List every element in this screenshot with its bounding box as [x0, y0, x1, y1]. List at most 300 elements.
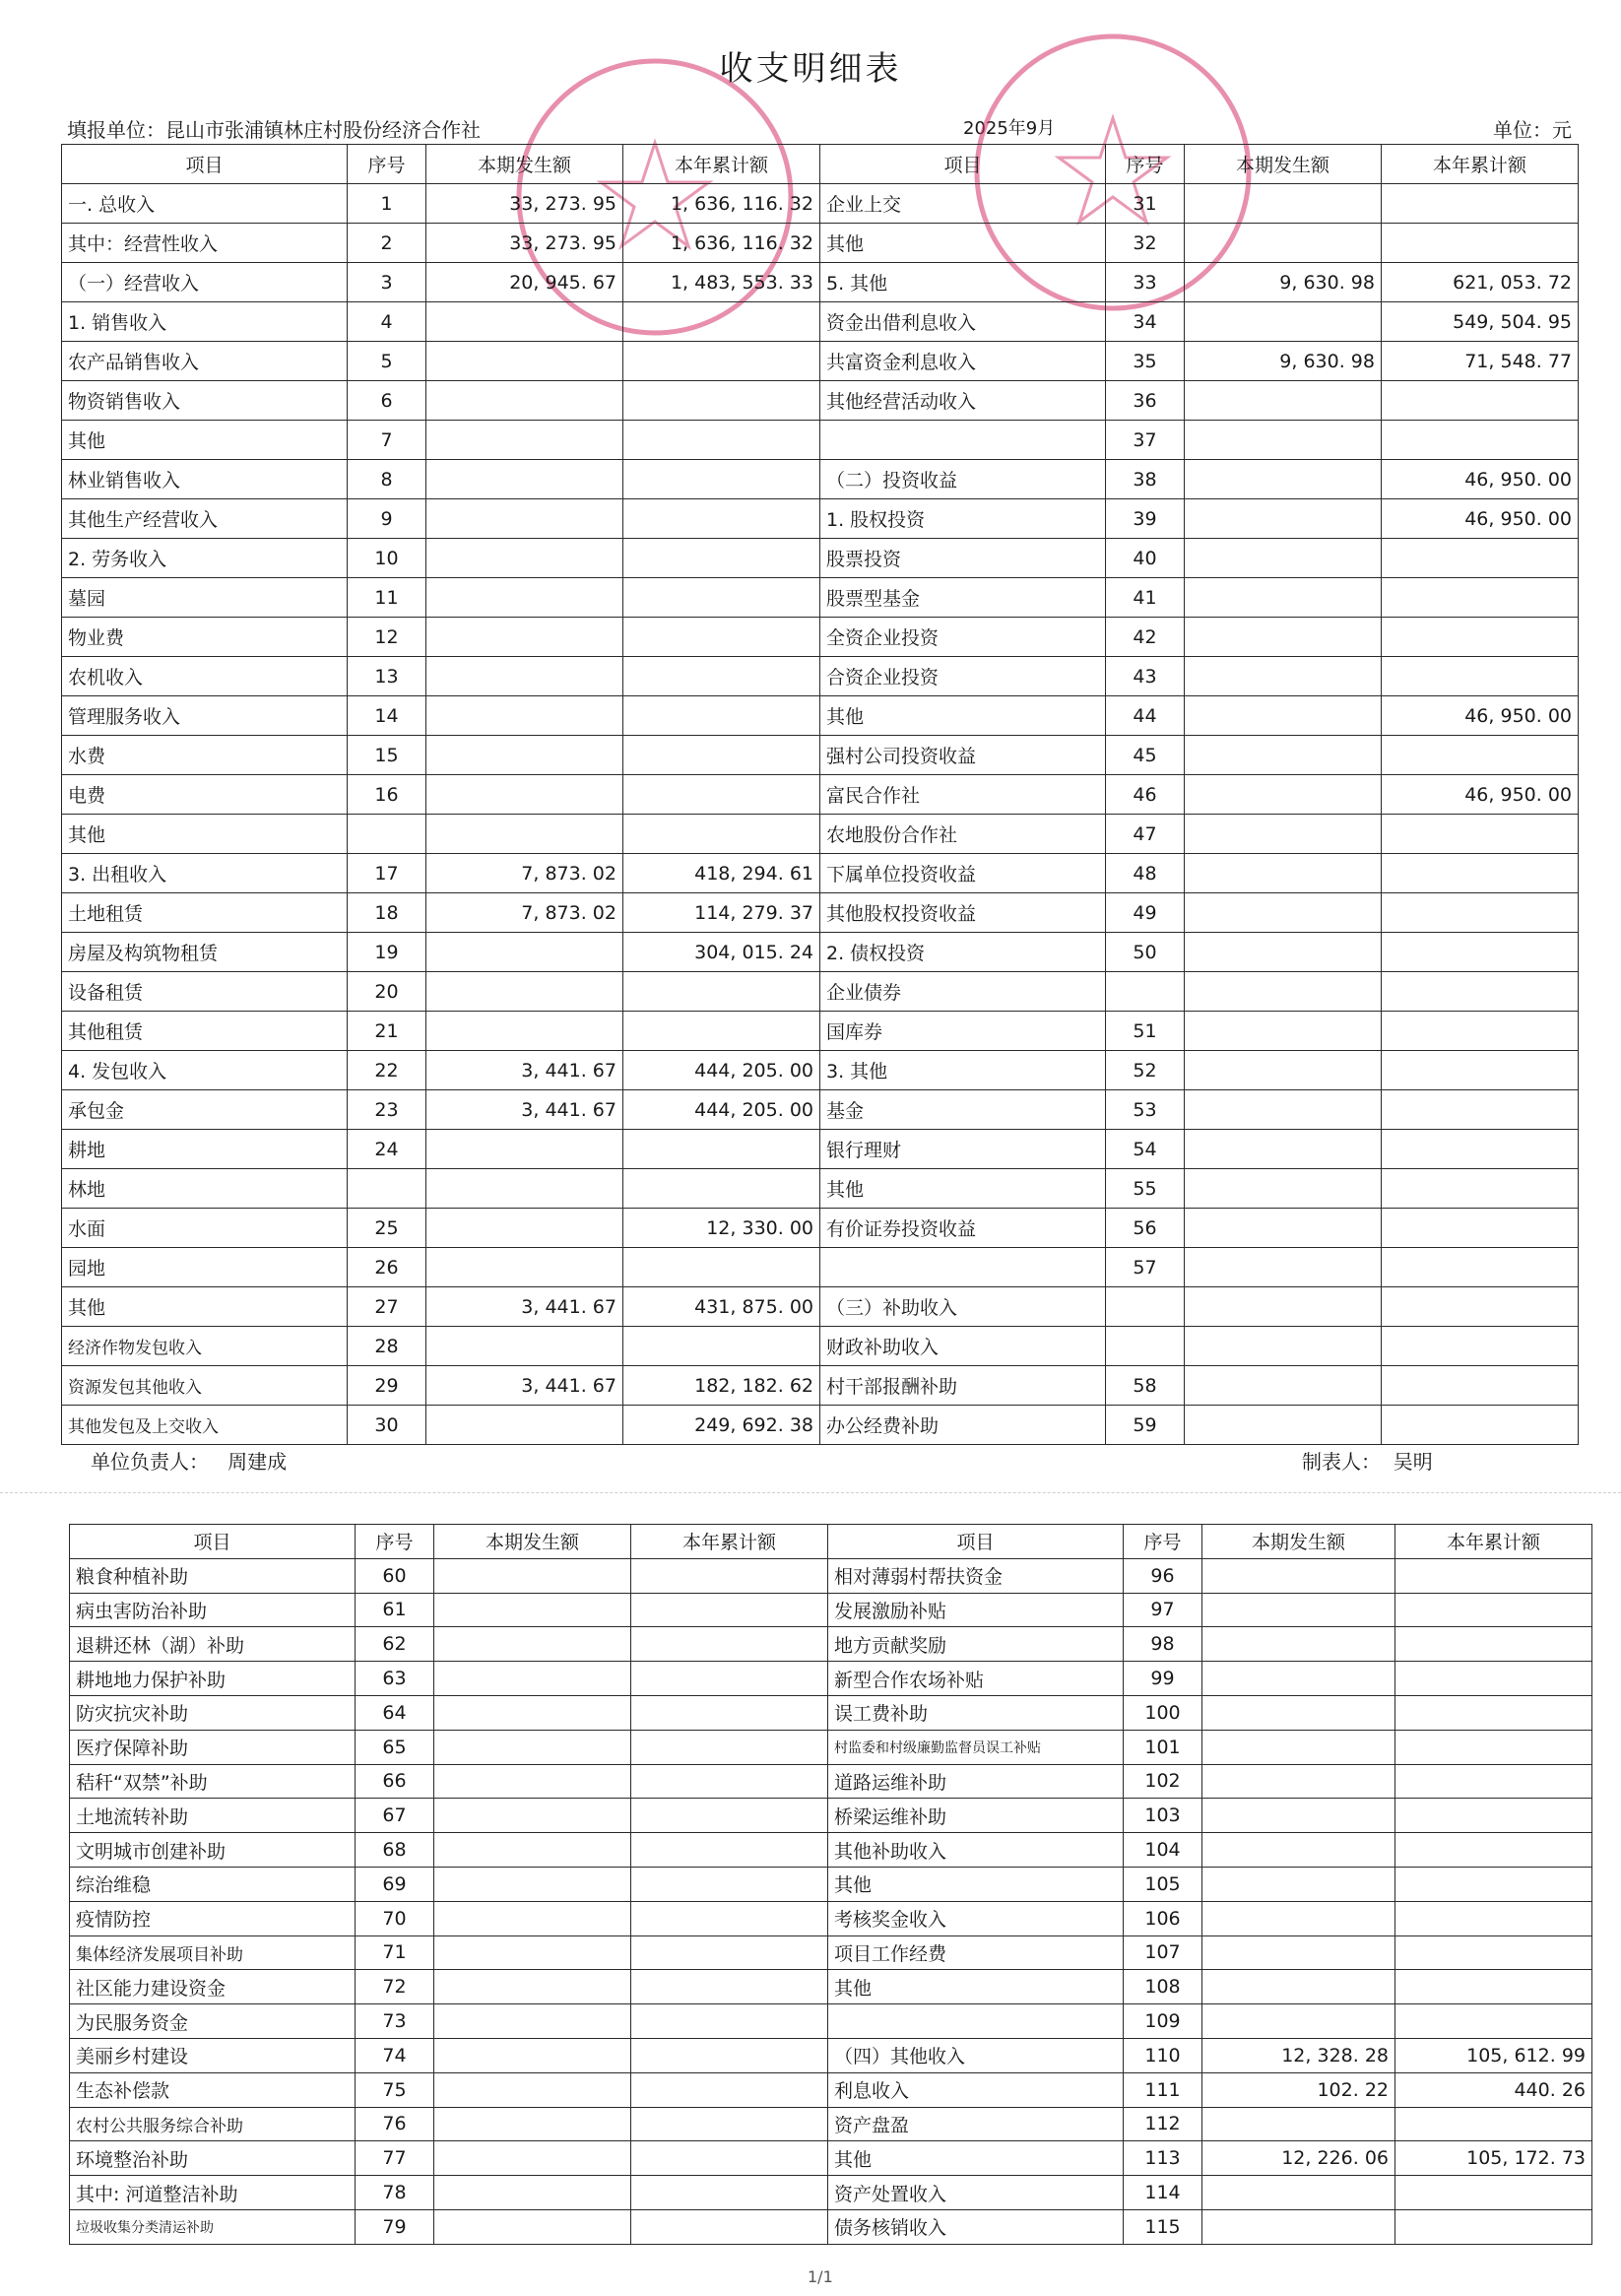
item-label: 医疗保障补助: [70, 1730, 356, 1764]
item-label: 其他: [820, 696, 1106, 736]
current-period-amount: [1185, 1287, 1382, 1327]
year-to-date-amount: [631, 1799, 828, 1833]
item-label: 3. 出租收入: [62, 854, 348, 893]
column-header: 项目: [828, 1525, 1124, 1559]
current-period-amount: [426, 1327, 623, 1366]
sequence-number: 50: [1106, 933, 1185, 972]
item-label: 股票投资: [820, 539, 1106, 578]
item-label: 集体经济发展项目补助: [70, 1935, 356, 1970]
table-row: [70, 1695, 1592, 1730]
sequence-number: 5: [348, 342, 426, 381]
sequence-number: 105: [1124, 1867, 1202, 1901]
item-label: 共富资金利息收入: [820, 342, 1106, 381]
table-row: [62, 1248, 1579, 1287]
current-period-amount: [434, 2038, 631, 2072]
sequence-number: 34: [1106, 302, 1185, 342]
table-row: [62, 696, 1579, 736]
sequence-number: 109: [1124, 2004, 1202, 2039]
table-row: [62, 775, 1579, 815]
year-to-date-amount: [1382, 657, 1579, 696]
table-row: [62, 1012, 1579, 1051]
table-row: [62, 184, 1579, 224]
current-period-amount: [434, 1593, 631, 1627]
current-period-amount: 7, 873. 02: [426, 893, 623, 933]
current-period-amount: [426, 381, 623, 421]
current-period-amount: [1202, 1901, 1395, 1935]
year-to-date-amount: [623, 342, 820, 381]
item-label: 财政补助收入: [820, 1327, 1106, 1366]
item-label: 其他补助收入: [828, 1833, 1124, 1868]
item-label: 农机收入: [62, 657, 348, 696]
item-label: 企业上交: [820, 184, 1106, 224]
sequence-number: 15: [348, 736, 426, 775]
item-label: 1. 销售收入: [62, 302, 348, 342]
current-period-amount: [1185, 854, 1382, 893]
current-period-amount: [1185, 381, 1382, 421]
current-period-amount: [1185, 302, 1382, 342]
reporting-unit: 填报单位：昆山市张浦镇林庄村股份经济合作社: [67, 118, 481, 142]
current-period-amount: [1202, 1970, 1395, 2004]
current-period-amount: [434, 2141, 631, 2176]
sequence-number: 60: [356, 1558, 434, 1593]
sequence-number: 48: [1106, 854, 1185, 893]
column-header: 序号: [356, 1525, 434, 1559]
sequence-number: 7: [348, 421, 426, 460]
item-label: 其他租赁: [62, 1012, 348, 1051]
item-label: 国库券: [820, 1012, 1106, 1051]
year-to-date-amount: [623, 736, 820, 775]
sequence-number: 49: [1106, 893, 1185, 933]
report-period: 2025年9月: [963, 118, 1056, 139]
table-row: [70, 1970, 1592, 2004]
sequence-number: 26: [348, 1248, 426, 1287]
table-row: [62, 736, 1579, 775]
sequence-number: 47: [1106, 815, 1185, 854]
current-period-amount: [426, 342, 623, 381]
item-label: 企业债券: [820, 972, 1106, 1012]
item-label: 地方贡献奖励: [828, 1627, 1124, 1662]
sequence-number: 104: [1124, 1833, 1202, 1868]
sequence-number: [348, 1169, 426, 1209]
item-label: 水费: [62, 736, 348, 775]
sequence-number: 59: [1106, 1406, 1185, 1445]
current-period-amount: [1185, 1366, 1382, 1406]
column-header: 项目: [70, 1525, 356, 1559]
current-period-amount: [434, 1662, 631, 1696]
table-row: [62, 539, 1579, 578]
current-period-amount: [426, 933, 623, 972]
sequence-number: 77: [356, 2141, 434, 2176]
column-header: 序号: [348, 145, 426, 184]
current-period-amount: [1185, 1209, 1382, 1248]
item-label: 3. 其他: [820, 1051, 1106, 1090]
year-to-date-amount: [1382, 736, 1579, 775]
current-period-amount: [434, 2176, 631, 2210]
sequence-number: 28: [348, 1327, 426, 1366]
year-to-date-amount: 621, 053. 72: [1382, 263, 1579, 302]
item-label: 发展激励补贴: [828, 1593, 1124, 1627]
sequence-number: 37: [1106, 421, 1185, 460]
year-to-date-amount: [1395, 1730, 1592, 1764]
item-label: 水面: [62, 1209, 348, 1248]
item-label: 其他: [62, 815, 348, 854]
year-to-date-amount: [1395, 1935, 1592, 1970]
current-period-amount: [426, 736, 623, 775]
sequence-number: 107: [1124, 1935, 1202, 1970]
year-to-date-amount: [1382, 381, 1579, 421]
table-row: [62, 1366, 1579, 1406]
current-period-amount: [426, 696, 623, 736]
sequence-number: [348, 815, 426, 854]
item-label: 资产盘盈: [828, 2107, 1124, 2141]
current-period-amount: [434, 1970, 631, 2004]
sequence-number: 75: [356, 2072, 434, 2107]
sequence-number: 3: [348, 263, 426, 302]
table-row: [62, 499, 1579, 539]
table-row: [70, 1730, 1592, 1764]
current-period-amount: [1202, 1593, 1395, 1627]
item-label: 其他发包及上交收入: [62, 1406, 348, 1445]
current-period-amount: 33, 273. 95: [426, 224, 623, 263]
sequence-number: 66: [356, 1764, 434, 1799]
current-period-amount: [434, 1764, 631, 1799]
year-to-date-amount: [1395, 2209, 1592, 2244]
current-period-amount: [1185, 775, 1382, 815]
sequence-number: 61: [356, 1593, 434, 1627]
sequence-number: 67: [356, 1799, 434, 1833]
year-to-date-amount: [631, 1627, 828, 1662]
item-label: [820, 421, 1106, 460]
sequence-number: 115: [1124, 2209, 1202, 2244]
item-label: 农产品销售收入: [62, 342, 348, 381]
year-to-date-amount: [1395, 1627, 1592, 1662]
item-label: 病虫害防治补助: [70, 1593, 356, 1627]
year-to-date-amount: [631, 1764, 828, 1799]
item-label: 其他: [62, 1287, 348, 1327]
sequence-number: 30: [348, 1406, 426, 1445]
table-row: [62, 302, 1579, 342]
item-label: 耕地: [62, 1130, 348, 1169]
item-label: 合资企业投资: [820, 657, 1106, 696]
table-row: [62, 1090, 1579, 1130]
current-period-amount: [1185, 1090, 1382, 1130]
sequence-number: 63: [356, 1662, 434, 1696]
current-period-amount: [1185, 224, 1382, 263]
current-period-amount: [434, 1935, 631, 1970]
item-label: 林地: [62, 1169, 348, 1209]
table-row: [62, 224, 1579, 263]
sequence-number: 9: [348, 499, 426, 539]
year-to-date-amount: [623, 972, 820, 1012]
current-period-amount: [426, 1012, 623, 1051]
year-to-date-amount: [1395, 1558, 1592, 1593]
sequence-number: [1106, 1287, 1185, 1327]
sequence-number: 97: [1124, 1593, 1202, 1627]
column-header: 本期发生额: [1202, 1525, 1395, 1559]
column-header: 本年累计额: [623, 145, 820, 184]
sequence-number: 19: [348, 933, 426, 972]
table-row: [62, 263, 1579, 302]
page-divider: [0, 1492, 1621, 1493]
table-row: [70, 1901, 1592, 1935]
sequence-number: 96: [1124, 1558, 1202, 1593]
current-period-amount: [1185, 1169, 1382, 1209]
sequence-number: 70: [356, 1901, 434, 1935]
sequence-number: 98: [1124, 1627, 1202, 1662]
sequence-number: 42: [1106, 618, 1185, 657]
current-period-amount: [1202, 2107, 1395, 2141]
table-row: [62, 1130, 1579, 1169]
year-to-date-amount: [1382, 184, 1579, 224]
item-label: 2. 债权投资: [820, 933, 1106, 972]
sequence-number: 23: [348, 1090, 426, 1130]
current-period-amount: [1185, 1012, 1382, 1051]
year-to-date-amount: 46, 950. 00: [1382, 499, 1579, 539]
item-label: 项目工作经费: [828, 1935, 1124, 1970]
page-number: 1/1: [808, 2267, 833, 2286]
year-to-date-amount: [631, 2072, 828, 2107]
item-label: 承包金: [62, 1090, 348, 1130]
sequence-number: 36: [1106, 381, 1185, 421]
table-row: [62, 893, 1579, 933]
item-label: 利息收入: [828, 2072, 1124, 2107]
year-to-date-amount: 249, 692. 38: [623, 1406, 820, 1445]
item-label: （一）经营收入: [62, 263, 348, 302]
year-to-date-amount: [623, 499, 820, 539]
year-to-date-amount: 182, 182. 62: [623, 1366, 820, 1406]
sequence-number: 76: [356, 2107, 434, 2141]
table-row: [62, 618, 1579, 657]
current-period-amount: 9, 630. 98: [1185, 342, 1382, 381]
sequence-number: 40: [1106, 539, 1185, 578]
sequence-number: 103: [1124, 1799, 1202, 1833]
item-label: 强村公司投资收益: [820, 736, 1106, 775]
item-label: 桥梁运维补助: [828, 1799, 1124, 1833]
sequence-number: 62: [356, 1627, 434, 1662]
column-header: 序号: [1106, 145, 1185, 184]
item-label: 下属单位投资收益: [820, 854, 1106, 893]
year-to-date-amount: 46, 950. 00: [1382, 696, 1579, 736]
item-label: 为民服务资金: [70, 2004, 356, 2039]
year-to-date-amount: [631, 1730, 828, 1764]
current-period-amount: [1185, 696, 1382, 736]
year-to-date-amount: [623, 539, 820, 578]
year-to-date-amount: [1395, 1799, 1592, 1833]
item-label: 文明城市创建补助: [70, 1833, 356, 1868]
sequence-number: 53: [1106, 1090, 1185, 1130]
current-period-amount: 3, 441. 67: [426, 1287, 623, 1327]
current-period-amount: [1202, 1935, 1395, 1970]
sequence-number: 24: [348, 1130, 426, 1169]
table-row: [62, 1169, 1579, 1209]
current-period-amount: [426, 1130, 623, 1169]
item-label: 防灾抗灾补助: [70, 1695, 356, 1730]
current-period-amount: [1202, 1627, 1395, 1662]
year-to-date-amount: [1395, 1662, 1592, 1696]
year-to-date-amount: 440. 26: [1395, 2072, 1592, 2107]
sequence-number: 22: [348, 1051, 426, 1090]
year-to-date-amount: 304, 015. 24: [623, 933, 820, 972]
item-label: 土地租赁: [62, 893, 348, 933]
item-label: 股票型基金: [820, 578, 1106, 618]
year-to-date-amount: [1382, 1366, 1579, 1406]
year-to-date-amount: [631, 2141, 828, 2176]
current-period-amount: [1185, 657, 1382, 696]
table-row: [62, 1051, 1579, 1090]
current-period-amount: [426, 1406, 623, 1445]
item-label: 道路运维补助: [828, 1764, 1124, 1799]
sequence-number: 39: [1106, 499, 1185, 539]
table-row: [70, 1593, 1592, 1627]
year-to-date-amount: [631, 1593, 828, 1627]
sequence-number: 52: [1106, 1051, 1185, 1090]
item-label: 社区能力建设资金: [70, 1970, 356, 2004]
current-period-amount: [434, 1799, 631, 1833]
item-label: 疫情防控: [70, 1901, 356, 1935]
item-label: 秸秆“双禁”补助: [70, 1764, 356, 1799]
year-to-date-amount: 46, 950. 00: [1382, 460, 1579, 499]
item-label: 一. 总收入: [62, 184, 348, 224]
item-label: 农村公共服务综合补助: [70, 2107, 356, 2141]
item-label: [820, 1248, 1106, 1287]
column-header: 本年累计额: [631, 1525, 828, 1559]
year-to-date-amount: 444, 205. 00: [623, 1051, 820, 1090]
current-period-amount: [426, 1169, 623, 1209]
sequence-number: 72: [356, 1970, 434, 2004]
item-label: 环境整治补助: [70, 2141, 356, 2176]
current-period-amount: [1202, 2004, 1395, 2039]
current-period-amount: [434, 1558, 631, 1593]
current-period-amount: 3, 441. 67: [426, 1090, 623, 1130]
year-to-date-amount: [1382, 1012, 1579, 1051]
item-label: 其他: [828, 1970, 1124, 2004]
year-to-date-amount: [623, 775, 820, 815]
current-period-amount: [434, 1627, 631, 1662]
table-row: [70, 2176, 1592, 2210]
item-label: 房屋及构筑物租赁: [62, 933, 348, 972]
current-period-amount: [1202, 1558, 1395, 1593]
table-row: [62, 1287, 1579, 1327]
item-label: 相对薄弱村帮扶资金: [828, 1558, 1124, 1593]
year-to-date-amount: [623, 1169, 820, 1209]
current-period-amount: [426, 1209, 623, 1248]
column-header: 序号: [1124, 1525, 1202, 1559]
year-to-date-amount: 71, 548. 77: [1382, 342, 1579, 381]
current-period-amount: [1202, 1730, 1395, 1764]
current-period-amount: [434, 2004, 631, 2039]
sequence-number: 56: [1106, 1209, 1185, 1248]
year-to-date-amount: [623, 657, 820, 696]
current-period-amount: [1185, 1130, 1382, 1169]
item-label: 全资企业投资: [820, 618, 1106, 657]
year-to-date-amount: [1395, 2176, 1592, 2210]
sequence-number: 29: [348, 1366, 426, 1406]
item-label: 村干部报酬补助: [820, 1366, 1106, 1406]
current-period-amount: [1185, 184, 1382, 224]
current-period-amount: [426, 657, 623, 696]
sequence-number: 27: [348, 1287, 426, 1327]
table-row: [62, 657, 1579, 696]
sequence-number: 10: [348, 539, 426, 578]
column-header: 本期发生额: [434, 1525, 631, 1559]
current-period-amount: [426, 1248, 623, 1287]
current-period-amount: [1185, 1248, 1382, 1287]
item-label: 其他: [828, 2141, 1124, 2176]
current-period-amount: [426, 815, 623, 854]
year-to-date-amount: 431, 875. 00: [623, 1287, 820, 1327]
sequence-number: 45: [1106, 736, 1185, 775]
current-period-amount: [1202, 1662, 1395, 1696]
item-label: 土地流转补助: [70, 1799, 356, 1833]
current-period-amount: [1185, 893, 1382, 933]
item-label: 其他股权投资收益: [820, 893, 1106, 933]
table-row: [70, 1627, 1592, 1662]
year-to-date-amount: 549, 504. 95: [1382, 302, 1579, 342]
item-label: 资产处置收入: [828, 2176, 1124, 2210]
year-to-date-amount: [623, 1130, 820, 1169]
item-label: 林业销售收入: [62, 460, 348, 499]
year-to-date-amount: [1382, 618, 1579, 657]
sequence-number: 112: [1124, 2107, 1202, 2141]
column-header: 项目: [820, 145, 1106, 184]
year-to-date-amount: [623, 815, 820, 854]
sequence-number: 33: [1106, 263, 1185, 302]
year-to-date-amount: [631, 1695, 828, 1730]
item-label: （二）投资收益: [820, 460, 1106, 499]
sequence-number: 113: [1124, 2141, 1202, 2176]
year-to-date-amount: 12, 330. 00: [623, 1209, 820, 1248]
current-period-amount: 33, 273. 95: [426, 184, 623, 224]
year-to-date-amount: 418, 294. 61: [623, 854, 820, 893]
sequence-number: 44: [1106, 696, 1185, 736]
year-to-date-amount: [1395, 1867, 1592, 1901]
sequence-number: 111: [1124, 2072, 1202, 2107]
item-label: 其他: [820, 224, 1106, 263]
current-period-amount: [1185, 1406, 1382, 1445]
current-period-amount: [1185, 736, 1382, 775]
current-period-amount: 12, 226. 06: [1202, 2141, 1395, 2176]
current-period-amount: [1185, 1051, 1382, 1090]
income-detail-table-bottom: [69, 1524, 1592, 2245]
table-row: [70, 2004, 1592, 2039]
year-to-date-amount: [623, 421, 820, 460]
item-label: 综治维稳: [70, 1867, 356, 1901]
item-label: 基金: [820, 1090, 1106, 1130]
year-to-date-amount: [1395, 1593, 1592, 1627]
sequence-number: 108: [1124, 1970, 1202, 2004]
table-row: [62, 381, 1579, 421]
sequence-number: 101: [1124, 1730, 1202, 1764]
current-period-amount: [426, 972, 623, 1012]
current-period-amount: [1185, 421, 1382, 460]
current-period-amount: 9, 630. 98: [1185, 263, 1382, 302]
current-period-amount: [1202, 2209, 1395, 2244]
year-to-date-amount: [1382, 539, 1579, 578]
table-row: [70, 1764, 1592, 1799]
item-label: 其他: [62, 421, 348, 460]
year-to-date-amount: [1382, 815, 1579, 854]
sequence-number: 57: [1106, 1248, 1185, 1287]
item-label: 电费: [62, 775, 348, 815]
item-label: 退耕还林（湖）补助: [70, 1627, 356, 1662]
current-period-amount: [434, 1867, 631, 1901]
year-to-date-amount: [1382, 1051, 1579, 1090]
column-header: 本年累计额: [1395, 1525, 1592, 1559]
item-label: 资金出借利息收入: [820, 302, 1106, 342]
item-label: 生态补偿款: [70, 2072, 356, 2107]
year-to-date-amount: [1382, 1209, 1579, 1248]
current-period-amount: [426, 499, 623, 539]
